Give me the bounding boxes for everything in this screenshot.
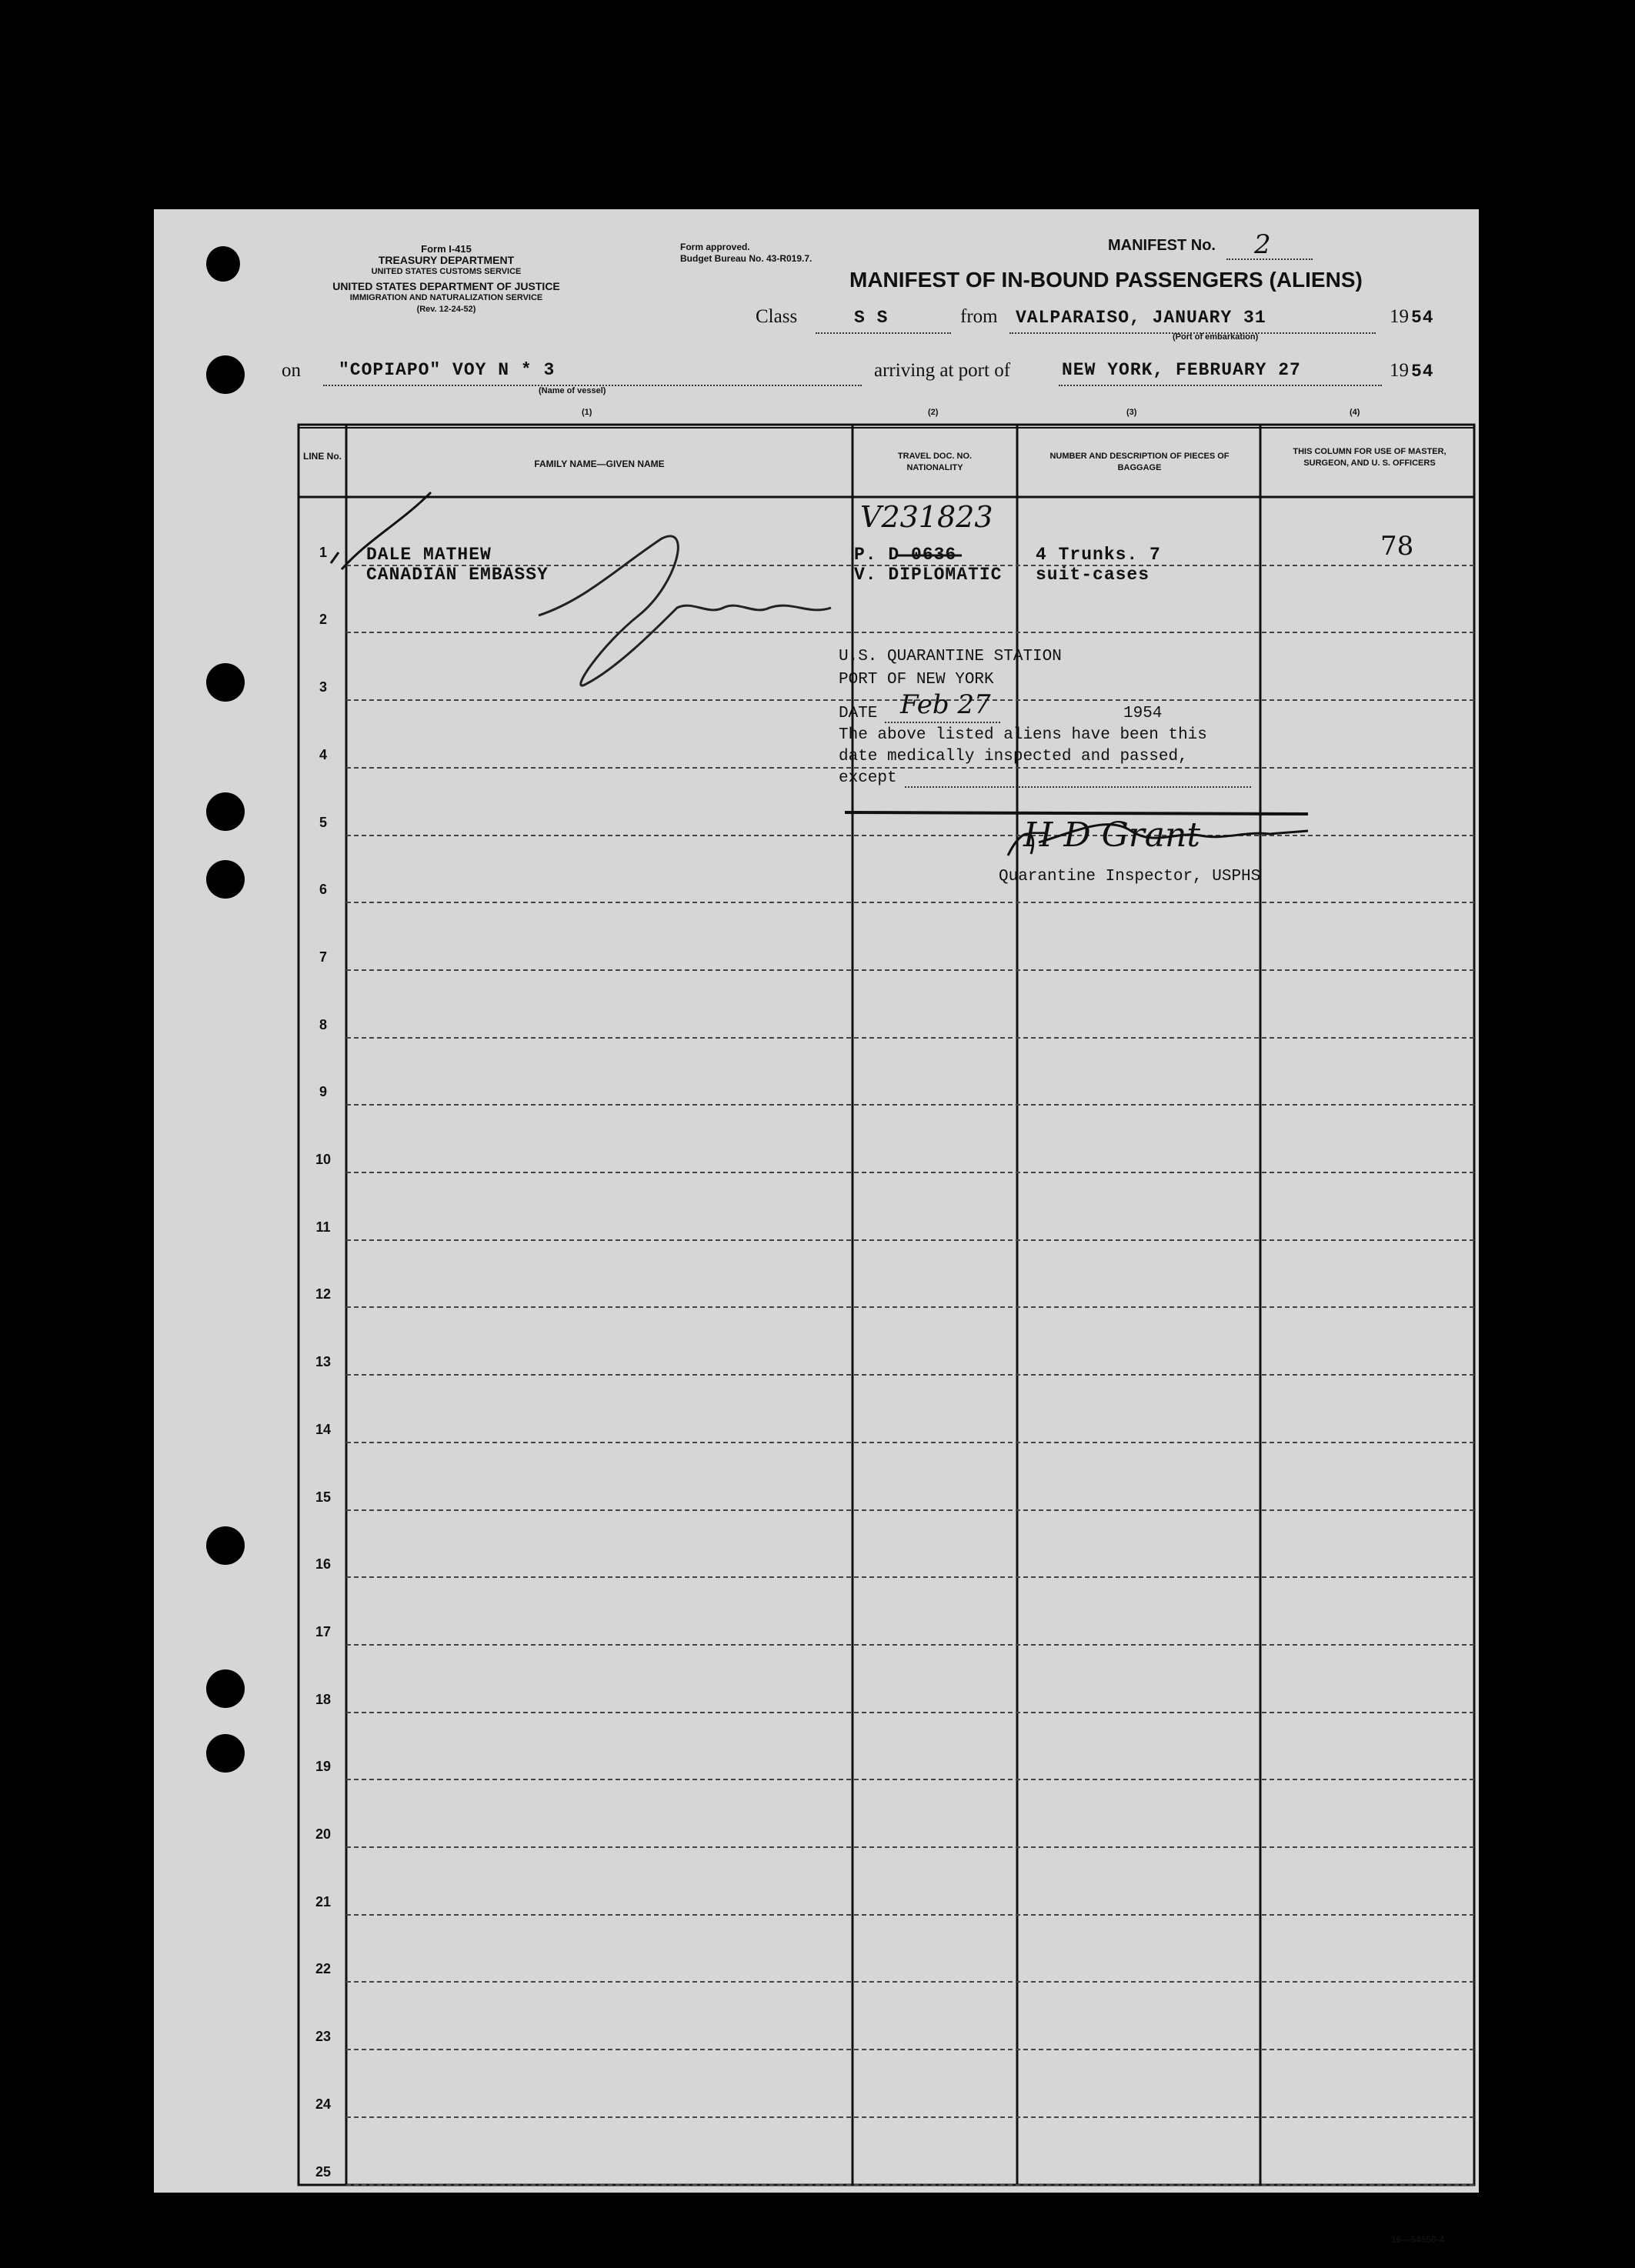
- line-number: 21: [315, 1894, 332, 1909]
- col-num-1: (1): [582, 408, 592, 417]
- line-number: 13: [315, 1354, 332, 1369]
- manifest-number: 2: [1254, 229, 1271, 260]
- line-number: 19: [315, 1759, 332, 1774]
- line-number: 15: [315, 1489, 332, 1505]
- passenger-affiliation: CANADIAN EMBASSY: [366, 565, 549, 585]
- line-number: 3: [319, 679, 327, 695]
- line-number: 2: [319, 612, 327, 627]
- line-number: 6: [319, 882, 327, 897]
- except-fill-line: [905, 786, 1251, 788]
- line-number: 20: [315, 1826, 332, 1842]
- page-title: MANIFEST OF IN-BOUND PASSENGERS (ALIENS): [849, 268, 1363, 292]
- line-number: 23: [315, 2029, 332, 2044]
- baggage-description: suit-cases: [1036, 565, 1150, 585]
- line-number: 14: [315, 1422, 332, 1437]
- line-number: 17: [315, 1624, 332, 1639]
- quarantine-except: except: [839, 769, 897, 787]
- from-label: from: [960, 306, 998, 327]
- year-value-1: 54: [1411, 308, 1434, 328]
- line-number: 16: [315, 1556, 332, 1572]
- ins-service: IMMIGRATION AND NATURALIZATION SERVICE: [349, 293, 543, 302]
- line-number: 12: [315, 1286, 332, 1302]
- col-header-baggage: NUMBER AND DESCRIPTION OF PIECES OF BAGGAGE: [1049, 452, 1230, 472]
- inspector-signature: H D Grant: [1023, 815, 1201, 855]
- year-label-1: 19: [1390, 306, 1409, 327]
- line-number: 4: [319, 747, 327, 762]
- date-fill-line: [885, 722, 1000, 723]
- vessel-value: "COPIAPO" VOY N * 3: [339, 360, 556, 380]
- col-header-travel-doc: TRAVEL DOC. NO. NATIONALITY: [897, 452, 973, 472]
- justice-dept: UNITED STATES DEPARTMENT OF JUSTICE: [332, 280, 560, 292]
- line-number: 11: [315, 1219, 331, 1235]
- quarantine-date-hand: Feb 27: [900, 689, 991, 720]
- col-header-name: FAMILY NAME—GIVEN NAME: [534, 459, 665, 469]
- class-label: Class: [756, 306, 798, 327]
- quarantine-statement-1: The above listed aliens have been this: [839, 726, 1207, 744]
- year-value-2: 54: [1411, 362, 1434, 382]
- line-number: 5: [319, 815, 327, 830]
- from-value: VALPARAISO, JANUARY 31: [1016, 308, 1266, 328]
- passenger-name: DALE MATHEW: [366, 545, 492, 565]
- col-header-line-no: LINE No.: [303, 451, 342, 462]
- quarantine-date-label: DATE: [839, 705, 878, 722]
- quarantine-station: U.S. QUARANTINE STATION: [839, 648, 1062, 665]
- officer-note: 78: [1380, 531, 1414, 562]
- baggage-value: 4 Trunks. 7: [1036, 545, 1161, 565]
- col-num-2: (2): [928, 408, 939, 417]
- on-label: on: [282, 360, 301, 381]
- treasury-dept: TREASURY DEPARTMENT: [378, 254, 515, 266]
- budget-bureau: Budget Bureau No. 43-R019.7.: [680, 253, 812, 264]
- revision: (Rev. 12-24-52): [416, 305, 476, 314]
- line-number: 8: [319, 1017, 327, 1032]
- col-num-3: (3): [1126, 408, 1137, 417]
- quarantine-statement-2: date medically inspected and passed,: [839, 748, 1188, 765]
- vessel-caption: (Name of vessel): [539, 386, 606, 395]
- line-number: 24: [315, 2096, 332, 2112]
- line-number: 7: [319, 949, 327, 965]
- manifest-label: MANIFEST No.: [1108, 237, 1216, 254]
- customs-service: UNITED STATES CUSTOMS SERVICE: [371, 267, 522, 276]
- year-label-2: 19: [1390, 360, 1409, 381]
- inspector-title: Quarantine Inspector, USPHS: [999, 868, 1261, 886]
- line-number: 10: [315, 1152, 332, 1167]
- col-num-4: (4): [1350, 408, 1360, 417]
- nationality-value: V. DIPLOMATIC: [854, 565, 1003, 585]
- class-value: S S: [854, 308, 889, 328]
- form-approved: Form approved.: [680, 242, 750, 252]
- line-number: 18: [315, 1692, 332, 1707]
- quarantine-date-year: 1954: [1123, 705, 1163, 722]
- line-number: 1: [319, 545, 327, 560]
- line-number: 9: [319, 1084, 327, 1099]
- handwritten-doc-number: V231823: [860, 500, 993, 534]
- col-header-officers: THIS COLUMN FOR USE OF MASTER, SURGEON, AND U. S. OFFICERS: [1293, 447, 1446, 468]
- port-embark-caption: (Port of embarkation): [1173, 332, 1259, 342]
- arriving-label: arriving at port of: [874, 360, 1011, 381]
- travel-doc-number: P. D 0636: [854, 545, 957, 565]
- footer-code: 16—54650-4: [1391, 2234, 1445, 2245]
- quarantine-port: PORT OF NEW YORK: [839, 671, 994, 689]
- line-number: 22: [315, 1961, 332, 1976]
- line-number: 25: [315, 2164, 332, 2180]
- arrival-value: NEW YORK, FEBRUARY 27: [1062, 360, 1301, 380]
- form-number: Form I-415: [421, 243, 472, 255]
